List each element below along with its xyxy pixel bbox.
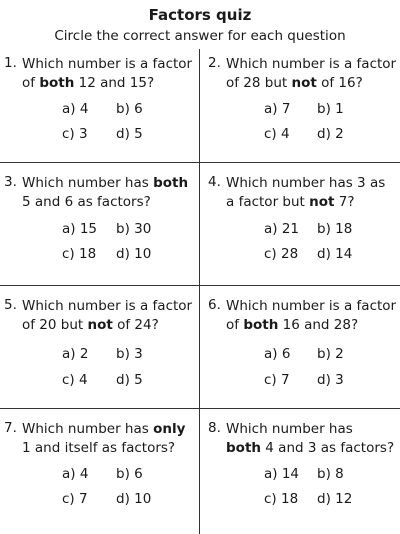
answer-option-a[interactable]: a) 4 bbox=[62, 466, 89, 482]
column-divider bbox=[199, 49, 200, 534]
question-number: 2. bbox=[208, 55, 221, 71]
question-7 bbox=[0, 420, 196, 530]
question-number: 8. bbox=[208, 420, 221, 436]
answer-option-a[interactable]: a) 14 bbox=[264, 466, 300, 482]
answer-option-b[interactable]: b) 2 bbox=[317, 346, 344, 362]
question-2 bbox=[204, 55, 400, 160]
emphasis-word: both bbox=[226, 440, 262, 456]
answer-option-b[interactable]: b) 6 bbox=[116, 466, 143, 482]
answer-option-b[interactable]: b) 8 bbox=[317, 466, 344, 482]
question-text-part: 16 and 28? bbox=[278, 317, 359, 333]
question-number: 6. bbox=[208, 297, 221, 313]
answer-option-a[interactable]: a) 15 bbox=[62, 221, 98, 237]
question-text-part: of 20 but bbox=[22, 317, 88, 333]
question-number: 7. bbox=[4, 420, 17, 436]
answer-option-d[interactable]: d) 2 bbox=[317, 126, 344, 142]
answer-option-b[interactable]: b) 3 bbox=[116, 346, 143, 362]
question-text bbox=[22, 420, 196, 458]
emphasis-word: both bbox=[153, 175, 189, 191]
question-text-part: of 28 but bbox=[226, 75, 292, 91]
answer-option-c[interactable]: c) 18 bbox=[264, 491, 299, 507]
answer-option-d[interactable]: d) 12 bbox=[317, 491, 353, 507]
question-6 bbox=[204, 297, 400, 402]
quiz-instructions: Circle the correct answer for each question bbox=[54, 28, 346, 44]
emphasis-word: only bbox=[153, 421, 186, 437]
question-text-part: Which number has 3 as bbox=[226, 175, 386, 191]
question-number: 3. bbox=[4, 174, 17, 190]
question-number: 1. bbox=[4, 55, 17, 71]
question-text bbox=[22, 55, 196, 93]
question-text-part: of 24? bbox=[112, 317, 159, 333]
emphasis-word: both bbox=[243, 317, 279, 333]
question-text-part: of 16? bbox=[316, 75, 363, 91]
answer-option-b[interactable]: b) 30 bbox=[116, 221, 152, 237]
emphasis-word: not bbox=[291, 75, 317, 91]
row-divider bbox=[0, 408, 400, 409]
answer-option-b[interactable]: b) 18 bbox=[317, 221, 353, 237]
question-text-part: 5 and 6 as factors? bbox=[22, 194, 151, 210]
question-text-part: of bbox=[22, 75, 40, 91]
answer-option-d[interactable]: d) 5 bbox=[116, 126, 143, 142]
question-text-part: Which number is a factor bbox=[226, 298, 397, 314]
question-text bbox=[22, 174, 196, 212]
answer-option-d[interactable]: d) 10 bbox=[116, 491, 152, 507]
question-3 bbox=[0, 174, 196, 279]
answer-option-c[interactable]: c) 7 bbox=[62, 491, 88, 507]
answer-option-c[interactable]: c) 18 bbox=[62, 246, 97, 262]
question-4 bbox=[204, 174, 400, 279]
question-8 bbox=[204, 420, 400, 530]
question-number: 4. bbox=[208, 174, 221, 190]
question-text bbox=[226, 174, 400, 212]
question-number: 5. bbox=[4, 297, 17, 313]
question-text-part: 1 and itself as factors? bbox=[22, 440, 176, 456]
answer-option-a[interactable]: a) 4 bbox=[62, 101, 89, 117]
answer-option-a[interactable]: a) 6 bbox=[264, 346, 291, 362]
row-divider bbox=[0, 285, 400, 286]
answer-option-b[interactable]: b) 1 bbox=[317, 101, 344, 117]
answer-option-a[interactable]: a) 21 bbox=[264, 221, 300, 237]
question-text-part: of bbox=[226, 317, 244, 333]
quiz-title: Factors quiz bbox=[148, 6, 252, 24]
answer-option-c[interactable]: c) 3 bbox=[62, 126, 88, 142]
question-text bbox=[22, 297, 196, 335]
emphasis-word: both bbox=[39, 75, 75, 91]
answer-option-b[interactable]: b) 6 bbox=[116, 101, 143, 117]
answer-option-a[interactable]: a) 7 bbox=[264, 101, 291, 117]
answer-option-a[interactable]: a) 2 bbox=[62, 346, 89, 362]
emphasis-word: not bbox=[87, 317, 113, 333]
answer-option-d[interactable]: d) 3 bbox=[317, 372, 344, 388]
answer-option-c[interactable]: c) 4 bbox=[264, 126, 290, 142]
answer-option-c[interactable]: c) 28 bbox=[264, 246, 299, 262]
question-text-part: a factor but bbox=[226, 194, 310, 210]
question-text-part: Which number is a factor bbox=[22, 298, 193, 314]
question-1 bbox=[0, 55, 196, 160]
question-text bbox=[226, 420, 400, 458]
question-text-part: 12 and 15? bbox=[74, 75, 155, 91]
question-text bbox=[226, 297, 400, 335]
question-text-part: Which number is a factor bbox=[22, 56, 193, 72]
answer-option-d[interactable]: d) 10 bbox=[116, 246, 152, 262]
answer-option-c[interactable]: c) 4 bbox=[62, 372, 88, 388]
question-5 bbox=[0, 297, 196, 402]
question-text-part: Which number has bbox=[22, 175, 154, 191]
question-text-part: Which number has bbox=[22, 421, 154, 437]
question-text-part: Which number is a factor bbox=[226, 56, 397, 72]
question-text bbox=[226, 55, 400, 93]
question-text-part: 7? bbox=[334, 194, 355, 210]
answer-option-d[interactable]: d) 14 bbox=[317, 246, 353, 262]
emphasis-word: not bbox=[309, 194, 335, 210]
answer-option-c[interactable]: c) 7 bbox=[264, 372, 290, 388]
row-divider bbox=[0, 162, 400, 163]
question-text-part: 4 and 3 as factors? bbox=[261, 440, 395, 456]
answer-option-d[interactable]: d) 5 bbox=[116, 372, 143, 388]
question-text-part: Which number has bbox=[226, 421, 353, 437]
